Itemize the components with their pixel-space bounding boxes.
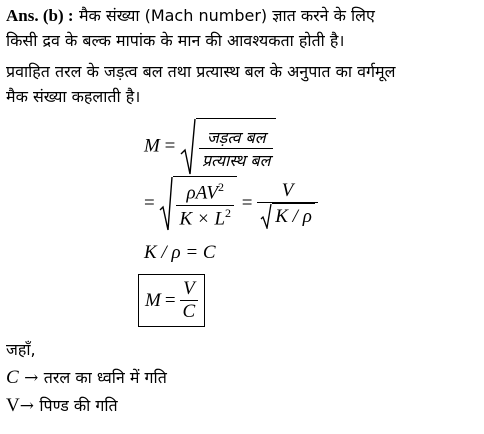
equals-sign: = bbox=[144, 192, 155, 214]
v-description: पिण्ड की गति bbox=[39, 396, 118, 415]
formula-mach-boxed bbox=[138, 274, 205, 327]
equals-sign: = bbox=[241, 192, 253, 214]
radical-sign-icon bbox=[180, 118, 196, 176]
intro-line-4: मैक संख्या कहलाती है। bbox=[6, 87, 141, 106]
answer-label: Ans. (b) : bbox=[6, 6, 74, 25]
c-description: तरल का ध्वनि में गति bbox=[43, 368, 167, 387]
sqrt-2 bbox=[159, 176, 237, 232]
inertia-force: जड़त्व बल bbox=[206, 127, 266, 147]
intro-line-3: प्रवाहित तरल के जड़त्व बल तथा प्रत्यास्थ बल के अनुपात का वर्गमूल bbox=[6, 62, 396, 81]
equals-sign: = bbox=[164, 135, 176, 157]
equals-sign: = bbox=[164, 289, 176, 311]
k-over-rho: K / ρ bbox=[272, 203, 315, 229]
elastic-force: प्रत्यास्थ बल bbox=[199, 148, 273, 171]
sqrt-1 bbox=[180, 118, 276, 176]
symbol-m: M bbox=[145, 289, 161, 311]
formula-expansion bbox=[144, 176, 318, 232]
definition-v bbox=[6, 394, 118, 417]
symbol-v: V bbox=[281, 179, 294, 201]
k-times-l: K × L bbox=[179, 207, 226, 229]
arrow-icon: → bbox=[24, 368, 39, 388]
arrow-icon: → bbox=[19, 396, 34, 416]
rho-a-v: ρAV bbox=[186, 182, 218, 204]
radical-sign-icon bbox=[260, 203, 272, 229]
symbol-c: C bbox=[180, 300, 199, 323]
exponent: 2 bbox=[217, 180, 224, 195]
formula-mach-definition bbox=[144, 118, 276, 176]
symbol-m: M bbox=[144, 135, 160, 157]
velocity-fraction bbox=[257, 180, 318, 229]
intro-text-1: मैक संख्या (Mach number) ज्ञात करने के लिए bbox=[78, 6, 375, 25]
where-label: जहाँ, bbox=[6, 340, 36, 359]
symbol-c: C bbox=[6, 367, 19, 388]
formula-sound-speed: K / ρ = C bbox=[144, 242, 216, 263]
radical-sign-icon bbox=[159, 176, 173, 232]
intro-line-2: किसी द्रव के बल्क मापांक के मान की आवश्यकता होती है। bbox=[6, 31, 345, 50]
symbol-v: V bbox=[6, 395, 20, 416]
intro-line-1 bbox=[6, 4, 375, 26]
symbol-v: V bbox=[183, 278, 195, 299]
definition-c bbox=[6, 366, 167, 389]
exponent: 2 bbox=[225, 205, 232, 220]
